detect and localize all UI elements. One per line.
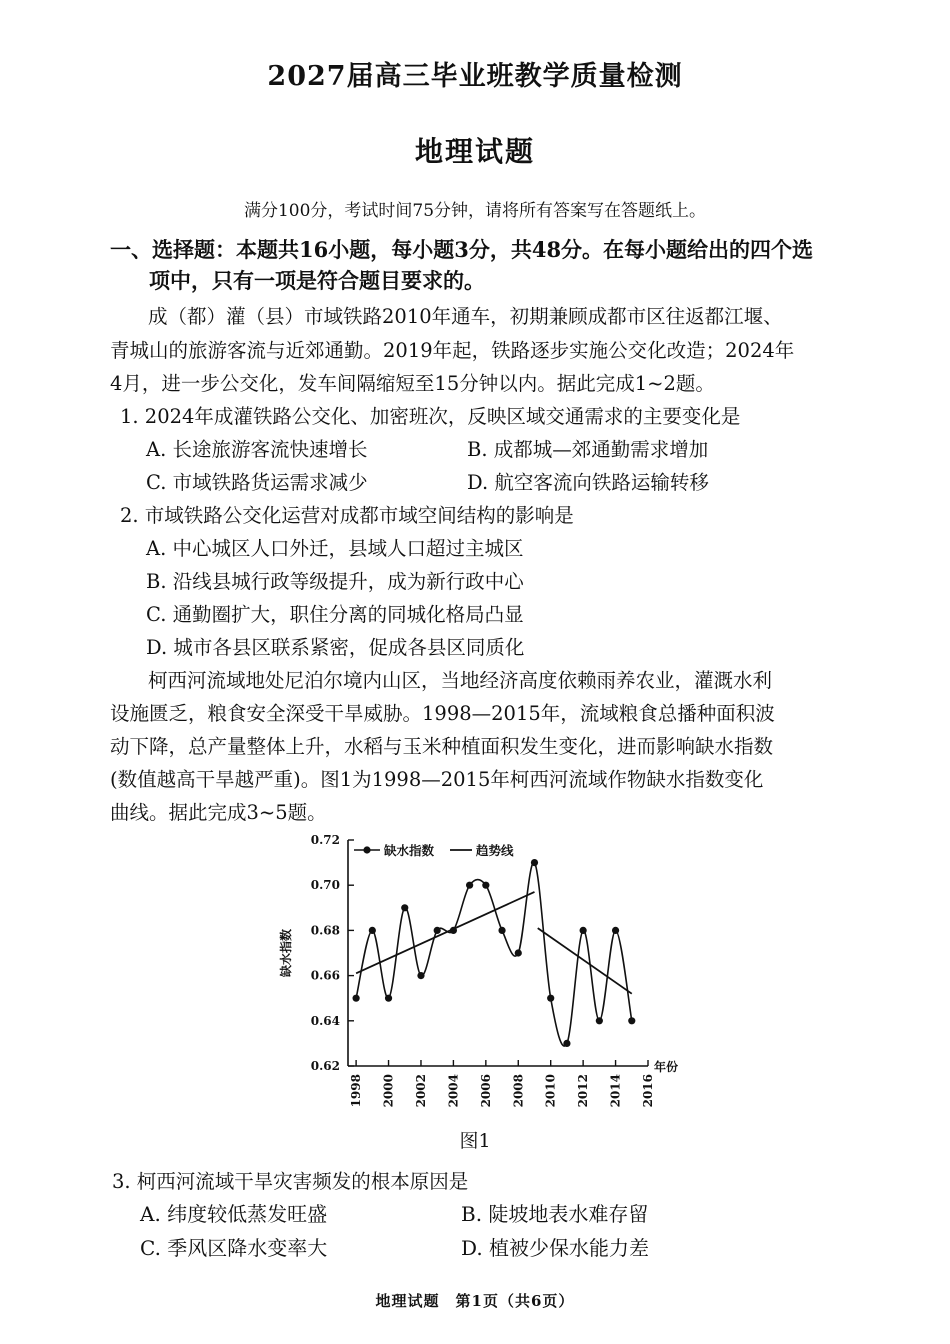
passage-2-line: 设施匮乏，粮食安全深受干旱威胁。1998—2015年，流域粮食总播种面积波 — [110, 702, 775, 725]
data-point — [417, 972, 424, 979]
question-1-stem: 1. 2024年成灌铁路公交化、加密班次，反映区域交通需求的主要变化是 — [120, 405, 741, 428]
y-tick-label: 0.72 — [310, 833, 340, 847]
x-tick-label: 2010 — [543, 1074, 558, 1108]
passage-2-line: 动下降，总产量整体上升，水稻与玉米种植面积发生变化，进而影响缺水指数 — [110, 735, 774, 758]
legend-series-marker — [363, 846, 370, 853]
question-1-option-c: C. 市域铁路货运需求减少 — [146, 471, 368, 494]
data-point — [369, 927, 376, 934]
water-shortage-index-chart — [270, 826, 690, 1126]
data-point — [596, 1017, 603, 1024]
data-point — [628, 1017, 635, 1024]
passage-1-line: 青城山的旅游客流与近郊通勤。2019年起，铁路逐步实施公交化改造；2024年 — [110, 339, 795, 362]
data-point — [434, 927, 441, 934]
trend-line — [538, 928, 632, 994]
section-heading: 一、选择题：本题共16小题，每小题3分，共48分。在每小题给出的四个选 — [110, 237, 814, 262]
page-footer: 地理试题 第1页（共6页） — [375, 1292, 575, 1310]
section-heading-continued: 项中，只有一项是符合题目要求的。 — [149, 268, 485, 293]
y-tick-label: 0.66 — [310, 968, 340, 983]
question-1-option-a: A. 长途旅游客流快速增长 — [146, 438, 368, 461]
question-2-option-a: A. 中心城区人口外迁，县域人口超过主城区 — [146, 537, 524, 560]
x-axis-label: 年份 — [654, 1060, 679, 1074]
question-3-option-b: B. 陡坡地表水难存留 — [461, 1202, 649, 1226]
question-3-option-d: D. 植被少保水能力差 — [461, 1236, 650, 1260]
question-1-option-b: B. 成都城—郊通勤需求增加 — [467, 438, 709, 461]
question-1-option-d: D. 航空客流向铁路运输转移 — [467, 471, 709, 494]
x-tick-label: 2012 — [576, 1074, 591, 1108]
data-point — [515, 949, 522, 956]
passage-1-line: 成（都）灌（县）市域铁路2010年通车，初期兼顾成都市区往返都江堰、 — [148, 305, 783, 328]
legend-label: 趋势线 — [476, 843, 514, 858]
x-tick-label: 2004 — [446, 1074, 461, 1108]
x-tick-label: 2008 — [511, 1074, 526, 1108]
data-point — [580, 927, 587, 934]
data-point — [531, 859, 538, 866]
data-point — [563, 1040, 570, 1047]
figure-caption: 图1 — [459, 1130, 491, 1152]
question-2-option-c: C. 通勤圈扩大，职住分离的同城化格局凸显 — [146, 603, 524, 626]
question-2-option-b: B. 沿线县城行政等级提升，成为新行政中心 — [146, 570, 524, 593]
data-point — [547, 995, 554, 1002]
x-tick-label: 2006 — [478, 1074, 493, 1108]
passage-2-line: 柯西河流域地处尼泊尔境内山区，当地经济高度依赖雨养农业，灌溉水利 — [148, 669, 773, 692]
data-point — [385, 995, 392, 1002]
data-point — [353, 995, 360, 1002]
legend-label: 缺水指数 — [384, 843, 435, 858]
exam-instructions: 满分100分，考试时间75分钟，请将所有答案写在答题纸上。 — [243, 201, 707, 221]
exam-title: 2027届高三毕业班教学质量检测 — [267, 61, 683, 92]
data-point — [498, 927, 505, 934]
subject-title: 地理试题 — [414, 135, 535, 168]
data-point — [466, 882, 473, 889]
data-point — [482, 882, 489, 889]
y-axis-label: 缺水指数 — [279, 928, 293, 978]
data-point — [450, 927, 457, 934]
y-tick-label: 0.68 — [310, 923, 340, 938]
trend-line — [356, 892, 534, 973]
question-3-option-a: A. 纬度较低蒸发旺盛 — [140, 1202, 328, 1226]
question-2-option-d: D. 城市各县区联系紧密，促成各县区同质化 — [146, 636, 525, 659]
x-tick-label: 2000 — [381, 1074, 396, 1108]
y-tick-label: 0.62 — [310, 1059, 340, 1073]
x-tick-label: 2002 — [413, 1074, 428, 1108]
x-tick-label: 1998 — [349, 1074, 364, 1108]
data-point — [401, 904, 408, 911]
question-3-stem: 3. 柯西河流域干旱灾害频发的根本原因是 — [112, 1170, 469, 1193]
passage-2-line: 曲线。据此完成3~5题。 — [110, 801, 327, 824]
x-tick-label: 2016 — [641, 1074, 655, 1108]
y-tick-label: 0.70 — [310, 878, 340, 893]
y-tick-label: 0.64 — [310, 1013, 340, 1028]
passage-2-line: (数值越高干旱越严重)。图1为1998—2015年柯西河流域作物缺水指数变化 — [110, 768, 764, 791]
passage-1-line: 4月，进一步公交化，发车间隔缩短至15分钟以内。据此完成1~2题。 — [110, 372, 715, 395]
question-2-stem: 2. 市域铁路公交化运营对成都市域空间结构的影响是 — [120, 504, 574, 527]
question-3-option-c: C. 季风区降水变率大 — [140, 1236, 328, 1260]
data-point — [612, 927, 619, 934]
x-tick-label: 2014 — [608, 1074, 623, 1108]
